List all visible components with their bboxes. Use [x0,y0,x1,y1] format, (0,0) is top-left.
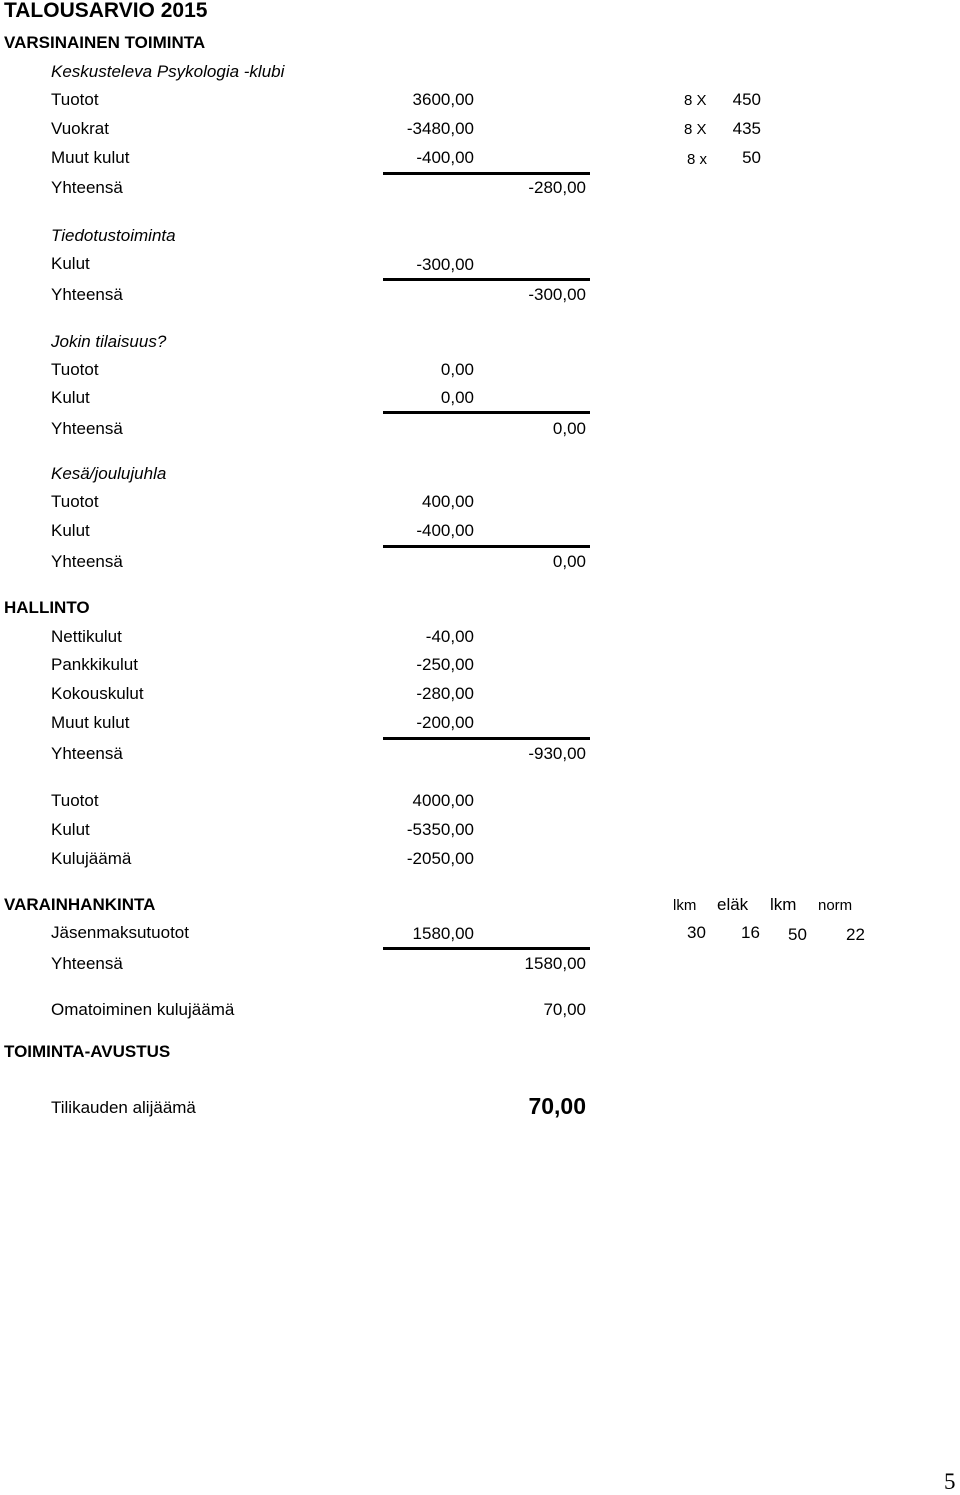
row-value: -300,00 [416,255,474,274]
subtotal-rule [383,278,590,281]
row-value: 400,00 [422,492,474,511]
column-header: lkm [770,895,797,914]
subtotal-rule [383,947,590,950]
unit-price: 50 [742,148,761,167]
multiplier: 8 X [684,92,707,109]
row-value: 1580,00 [412,924,474,943]
column-header: eläk [717,895,749,914]
section-heading-varsinainen: VARSINAINEN TOIMINTA [4,33,206,52]
subsection-title-klubi: Keskusteleva Psykologia -klubi [51,62,285,81]
column-header: lkm [673,897,697,914]
row-value: -250,00 [416,655,474,674]
subtotal-rule [383,545,590,548]
total-label: Yhteensä [51,178,123,197]
omatoiminen-value: 70,00 [543,1000,586,1019]
section-heading-avustus: TOIMINTA-AVUSTUS [4,1042,171,1061]
document-title: TALOUSARVIO 2015 [4,0,208,22]
row-value: 0,00 [440,360,474,379]
multiplier: 8 X [684,121,707,138]
alijaama-value: 70,00 [528,1093,586,1119]
row-value: -280,00 [416,684,474,703]
subsection-title-juhla: Kesä/joulujuhla [51,464,167,483]
total-value: -930,00 [528,744,586,763]
subtotal-rule [383,411,590,414]
total-label: Yhteensä [51,419,123,438]
column-header: norm [818,897,853,914]
row-label: Kulut [51,388,90,407]
total-label: Yhteensä [51,954,123,973]
total-value: -280,00 [528,178,586,197]
page-number: 5 [944,1469,956,1494]
summary-value: 4000,00 [412,791,474,810]
row-label: Kulut [51,254,90,273]
row-value: -3480,00 [406,119,474,138]
subtotal-rule [383,737,590,740]
section-heading-hallinto: HALLINTO [4,598,90,617]
omatoiminen-label: Omatoiminen kulujäämä [51,1000,235,1019]
count-value: 22 [846,925,865,944]
count-value: 30 [687,923,706,942]
total-value: 0,00 [552,552,586,571]
row-label: Tuotot [51,360,99,379]
summary-label: Kulujäämä [51,849,132,868]
total-label: Yhteensä [51,744,123,763]
row-label: Tuotot [51,90,99,109]
total-label: Yhteensä [51,552,123,571]
total-value: -300,00 [528,285,586,304]
row-label: Muut kulut [51,148,130,167]
subtotal-rule [383,172,590,175]
row-value: -400,00 [416,148,474,167]
subsection-title-tilaisuus: Jokin tilaisuus? [51,332,167,351]
count-value: 16 [741,923,760,942]
unit-price: 450 [732,90,761,109]
section-heading-varainhankinta: VARAINHANKINTA [4,895,156,914]
summary-value: -5350,00 [406,820,474,839]
row-value: -200,00 [416,713,474,732]
row-label: Kulut [51,521,90,540]
row-label: Pankkikulut [51,655,138,674]
row-value: 0,00 [440,388,474,407]
row-value: -400,00 [416,521,474,540]
row-label: Kokouskulut [51,684,144,703]
multiplier: 8 x [687,151,708,168]
summary-label: Kulut [51,820,90,839]
row-label: Muut kulut [51,713,130,732]
total-value: 0,00 [552,419,586,438]
total-label: Yhteensä [51,285,123,304]
count-value: 50 [788,925,807,944]
summary-label: Tuotot [51,791,99,810]
row-value: 3600,00 [412,90,474,109]
row-value: -40,00 [425,627,474,646]
unit-price: 435 [732,119,761,138]
total-value: 1580,00 [524,954,586,973]
row-label: Vuokrat [51,119,109,138]
row-label: Jäsenmaksutuotot [51,923,189,942]
row-label: Nettikulut [51,627,122,646]
alijaama-label: Tilikauden alijäämä [51,1098,196,1117]
subsection-title-tiedotus: Tiedotustoiminta [51,226,176,245]
row-label: Tuotot [51,492,99,511]
summary-value: -2050,00 [406,849,474,868]
